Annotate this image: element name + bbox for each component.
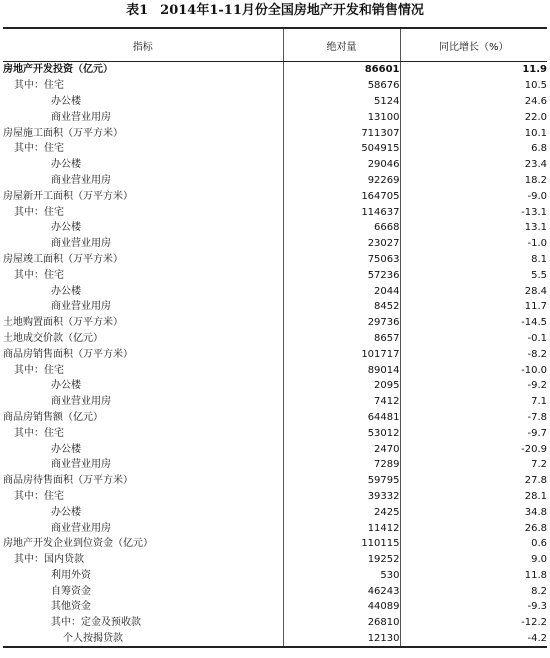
yoy-growth-cell: -9.3 xyxy=(400,599,547,615)
indicator-cell: 房屋竣工面积（万平方米） xyxy=(3,253,123,265)
absolute-value-cell: 19252 xyxy=(283,552,400,568)
indicator-cell: 其中：定金及预收款 xyxy=(51,617,141,629)
indicator-cell: 其中：住宅 xyxy=(14,269,64,281)
yoy-growth-cell: 18.2 xyxy=(400,173,547,189)
table-row xyxy=(3,252,547,268)
yoy-growth-cell: 28.1 xyxy=(400,489,547,505)
table-row xyxy=(3,536,547,552)
header-absolute-value: 绝对量 xyxy=(283,28,400,62)
yoy-growth-cell: -13.1 xyxy=(400,204,547,220)
indicator-cell: 房屋新开工面积（万平方米） xyxy=(3,190,133,202)
indicator-cell: 自筹资金 xyxy=(51,585,91,597)
table-row xyxy=(3,109,547,125)
absolute-value-cell: 6668 xyxy=(283,220,400,236)
yoy-growth-cell: 7.1 xyxy=(400,394,547,410)
absolute-value-cell: 53012 xyxy=(283,425,400,441)
indicator-cell: 个人按揭贷款 xyxy=(3,631,283,648)
absolute-value-cell: 164705 xyxy=(283,188,400,204)
yoy-growth-cell: 11.9 xyxy=(400,62,547,78)
yoy-growth-cell: -10.0 xyxy=(400,362,547,378)
yoy-growth-cell: 11.7 xyxy=(400,299,547,315)
absolute-value-cell: 2425 xyxy=(283,504,400,520)
yoy-growth-cell: 13.1 xyxy=(400,220,547,236)
indicator-cell: 其中：住宅 xyxy=(14,490,64,502)
absolute-value-cell: 89014 xyxy=(283,362,400,378)
table-row xyxy=(3,583,547,599)
absolute-value-cell: 13100 xyxy=(283,109,400,125)
absolute-value-cell: 29046 xyxy=(283,157,400,173)
indicator-cell: 办公楼 xyxy=(51,443,81,455)
table-row xyxy=(3,631,547,648)
indicator-cell: 办公楼 xyxy=(51,506,81,518)
indicator-cell: 土地购置面积（万平方米） xyxy=(3,317,123,329)
absolute-value-cell: 5124 xyxy=(283,94,400,110)
table-row xyxy=(3,173,547,189)
table-row xyxy=(3,568,547,584)
indicator-cell: 其中：住宅 xyxy=(14,206,64,218)
indicator-cell: 房地产开发投资（亿元） xyxy=(3,64,113,76)
yoy-growth-cell: 8.2 xyxy=(400,583,547,599)
absolute-value-cell: 530 xyxy=(283,568,400,584)
yoy-growth-cell: -9.7 xyxy=(400,425,547,441)
table-row xyxy=(3,299,547,315)
table-row xyxy=(3,188,547,204)
yoy-growth-cell: 26.8 xyxy=(400,520,547,536)
absolute-value-cell: 2470 xyxy=(283,441,400,457)
absolute-value-cell: 12130 xyxy=(283,631,400,648)
header-yoy-growth: 同比增长（%） xyxy=(400,28,547,62)
yoy-growth-cell: 24.6 xyxy=(400,94,547,110)
yoy-growth-cell: 6.8 xyxy=(400,141,547,157)
yoy-growth-cell: -8.2 xyxy=(400,346,547,362)
yoy-growth-cell: -14.5 xyxy=(400,315,547,331)
absolute-value-cell: 44089 xyxy=(283,599,400,615)
absolute-value-cell: 86601 xyxy=(283,62,400,78)
yoy-growth-cell: 23.4 xyxy=(400,157,547,173)
absolute-value-cell: 2044 xyxy=(283,283,400,299)
indicator-cell: 商业营业用房 xyxy=(51,396,111,408)
indicator-cell: 土地成交价款（亿元） xyxy=(3,332,103,344)
yoy-growth-cell: 22.0 xyxy=(400,109,547,125)
table-row xyxy=(3,220,547,236)
indicator-cell: 其中：住宅 xyxy=(14,364,64,376)
yoy-growth-cell: 5.5 xyxy=(400,267,547,283)
indicator-cell: 房地产开发企业到位资金（亿元） xyxy=(3,538,153,550)
indicator-cell: 办公楼 xyxy=(51,285,81,297)
table-row xyxy=(3,473,547,489)
absolute-value-cell: 92269 xyxy=(283,173,400,189)
yoy-growth-cell: -9.0 xyxy=(400,188,547,204)
yoy-growth-cell: -7.8 xyxy=(400,410,547,426)
table-title-text: 2014年1-11月份全国房地产开发和销售情况 xyxy=(160,3,424,18)
table-row xyxy=(3,267,547,283)
indicator-cell: 办公楼 xyxy=(51,222,81,234)
yoy-growth-cell: 7.2 xyxy=(400,457,547,473)
indicator-cell: 其中：住宅 xyxy=(14,427,64,439)
yoy-growth-cell: -1.0 xyxy=(400,236,547,252)
indicator-cell: 商品房待售面积（万平方米） xyxy=(3,475,133,487)
absolute-value-cell: 59795 xyxy=(283,473,400,489)
table-row xyxy=(3,78,547,94)
indicator-cell: 办公楼 xyxy=(51,159,81,171)
indicator-cell: 办公楼 xyxy=(51,95,81,107)
absolute-value-cell: 46243 xyxy=(283,583,400,599)
yoy-growth-cell: 10.5 xyxy=(400,78,547,94)
absolute-value-cell: 58676 xyxy=(283,78,400,94)
yoy-growth-cell: 34.8 xyxy=(400,504,547,520)
absolute-value-cell: 711307 xyxy=(283,125,400,141)
table-row xyxy=(3,236,547,252)
absolute-value-cell: 11412 xyxy=(283,520,400,536)
indicator-cell: 商业营业用房 xyxy=(51,301,111,313)
table-row xyxy=(3,441,547,457)
yoy-growth-cell: -12.2 xyxy=(400,615,547,631)
table-row xyxy=(3,378,547,394)
yoy-growth-cell: 28.4 xyxy=(400,283,547,299)
absolute-value-cell: 7289 xyxy=(283,457,400,473)
yoy-growth-cell: 9.0 xyxy=(400,552,547,568)
yoy-growth-cell: 11.8 xyxy=(400,568,547,584)
indicator-cell: 商品房销售面积（万平方米） xyxy=(3,348,133,360)
yoy-growth-cell: -4.2 xyxy=(400,631,547,648)
header-row xyxy=(3,28,547,62)
table-row xyxy=(3,157,547,173)
table-row xyxy=(3,520,547,536)
table-number: 表1 xyxy=(126,3,149,18)
table-row xyxy=(3,204,547,220)
absolute-value-cell: 64481 xyxy=(283,410,400,426)
indicator-cell: 商业营业用房 xyxy=(51,238,111,250)
yoy-growth-cell: 27.8 xyxy=(400,473,547,489)
table-row xyxy=(3,62,547,78)
absolute-value-cell: 7412 xyxy=(283,394,400,410)
table-title xyxy=(0,2,550,20)
table-row xyxy=(3,141,547,157)
indicator-cell: 其中：住宅 xyxy=(14,143,64,155)
table-row xyxy=(3,599,547,615)
table-row xyxy=(3,394,547,410)
yoy-growth-cell: 8.1 xyxy=(400,252,547,268)
absolute-value-cell: 75063 xyxy=(283,252,400,268)
table-row xyxy=(3,552,547,568)
absolute-value-cell: 8657 xyxy=(283,331,400,347)
indicator-cell: 商业营业用房 xyxy=(51,174,111,186)
yoy-growth-cell: 0.6 xyxy=(400,536,547,552)
yoy-growth-cell: -0.1 xyxy=(400,331,547,347)
table-row xyxy=(3,346,547,362)
table-row xyxy=(3,504,547,520)
indicator-cell: 商品房销售额（亿元） xyxy=(3,411,103,423)
absolute-value-cell: 110115 xyxy=(283,536,400,552)
absolute-value-cell: 114637 xyxy=(283,204,400,220)
absolute-value-cell: 504915 xyxy=(283,141,400,157)
indicator-cell: 其中：住宅 xyxy=(14,80,64,92)
absolute-value-cell: 101717 xyxy=(283,346,400,362)
table-row xyxy=(3,615,547,631)
indicator-cell: 其他资金 xyxy=(51,601,91,613)
indicator-cell: 商业营业用房 xyxy=(51,459,111,471)
absolute-value-cell: 39332 xyxy=(283,489,400,505)
indicator-cell: 房屋施工面积（万平方米） xyxy=(3,127,123,139)
table-row xyxy=(3,283,547,299)
absolute-value-cell: 2095 xyxy=(283,378,400,394)
table-row xyxy=(3,489,547,505)
indicator-cell: 利用外资 xyxy=(51,569,91,581)
yoy-growth-cell: -9.2 xyxy=(400,378,547,394)
absolute-value-cell: 29736 xyxy=(283,315,400,331)
table-row xyxy=(3,125,547,141)
indicator-cell: 商业营业用房 xyxy=(51,522,111,534)
header-indicator: 指标 xyxy=(3,28,283,62)
table-row xyxy=(3,410,547,426)
table-row xyxy=(3,315,547,331)
absolute-value-cell: 57236 xyxy=(283,267,400,283)
statistics-table xyxy=(3,27,547,648)
absolute-value-cell: 26810 xyxy=(283,615,400,631)
indicator-cell: 其中：国内贷款 xyxy=(14,554,84,566)
yoy-growth-cell: -20.9 xyxy=(400,441,547,457)
yoy-growth-cell: 10.1 xyxy=(400,125,547,141)
table-row xyxy=(3,331,547,347)
table-row xyxy=(3,94,547,110)
table-row xyxy=(3,425,547,441)
absolute-value-cell: 8452 xyxy=(283,299,400,315)
indicator-cell: 办公楼 xyxy=(51,380,81,392)
table-row xyxy=(3,362,547,378)
table-row xyxy=(3,457,547,473)
indicator-cell: 商业营业用房 xyxy=(51,111,111,123)
absolute-value-cell: 23027 xyxy=(283,236,400,252)
